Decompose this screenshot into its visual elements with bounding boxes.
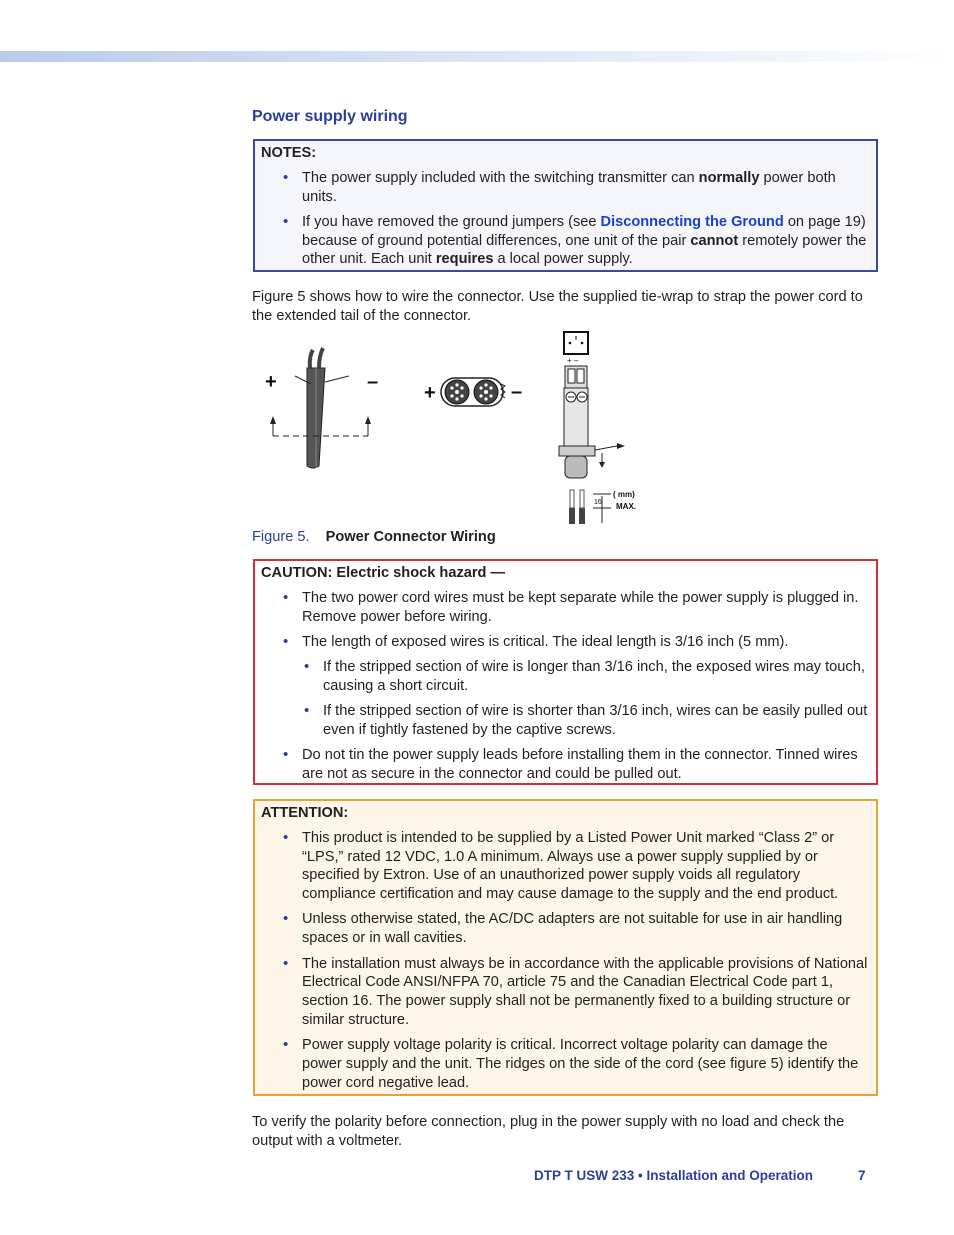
caution-subitem: • If the stripped section of wire is longer than 3/16 inch, the exposed wires may touch, causing a short circuit. (261, 658, 870, 696)
caution-title: CAUTION: Electric shock hazard — (261, 565, 506, 581)
note-text: on page 19) because of ground potential differences, one unit of the pair (302, 213, 866, 249)
connector-polarity-label: + – (567, 356, 579, 365)
footer-doc-title: DTP T USW 233 • Installation and Operation (534, 1168, 814, 1183)
attention-item: • This product is intended to be supplied by a Listed Power Unit marked “Class 2” or “LPS,” rated 12 VDC, 1.0 A minimum. Always use a power supply supplied by or specified by Extron. Use of an unauthorized power supply voids all regulatory compliance certification and may cause damage to the supply and the end product. (261, 829, 870, 904)
attention-item: • Unless otherwise stated, the AC/DC adapters are not suitable for use in air handling spaces or in wall cavities. (261, 910, 870, 948)
notes-list (261, 169, 870, 269)
figure-caption (252, 529, 496, 545)
attention-title: ATTENTION: (261, 805, 349, 821)
plus-sign-left: + (265, 371, 277, 393)
notes-item (261, 169, 870, 207)
captive-screw-connector (559, 332, 636, 524)
note-bold: normally (698, 169, 760, 186)
cord-cross-section (424, 378, 522, 406)
plus-sign-mid: + (424, 382, 436, 404)
dimension-fraction: 16 (594, 499, 602, 506)
attention-item: • The installation must always be in accordance with the applicable provisions of National Electrical Code ANSI/NFPA 70, article 75 and the Canadian Electrical Code part 1, section 16. The power supply shall not be permanently fixed to a building structure or similar structure. (261, 955, 870, 1030)
attention-list (261, 829, 870, 1093)
caution-subitem: • If the stripped section of wire is shorter than 3/16 inch, wires can be easily pulled out even if tightly fastened by the captive screws. (261, 702, 870, 740)
dimension-unit: ( mm) (613, 490, 635, 499)
attention-item: • Power supply voltage polarity is critical. Incorrect voltage polarity can damage the power supply and the unit. The ridges on the side of the cord (see figure 5) identify the power cord negative lead. (261, 1036, 870, 1092)
note-bold: requires (435, 251, 494, 268)
intro-paragraph: Figure 5 shows how to wire the connector. Use the supplied tie-wrap to strap the power cord to the extended tail of the connector. (252, 289, 863, 324)
dimension-max: MAX. (616, 502, 636, 511)
disconnecting-ground-link[interactable]: Disconnecting the Ground (600, 213, 784, 230)
caution-item: • The length of exposed wires is critical. The ideal length is 3/16 inch (5 mm). (261, 633, 870, 652)
note-text: remotely power the other unit. Each unit (302, 232, 867, 268)
caution-item: • The two power cord wires must be kept separate while the power supply is plugged in. Remove power before wiring. (261, 589, 870, 627)
note-text: The power supply included with the switching transmitter can (302, 169, 699, 186)
caution-item: • Do not tin the power supply leads before installing them in the connector. Tinned wires are not as secure in the connector and could be pulled out. (261, 746, 870, 784)
page-number: 7 (858, 1168, 866, 1183)
power-cord-illustration (265, 348, 378, 468)
figure-title: Power Connector Wiring (325, 529, 496, 545)
minus-sign-mid: – (511, 381, 523, 403)
minus-sign-left: – (367, 371, 379, 393)
power-connector-diagram (255, 328, 655, 528)
notes-title: NOTES: (261, 145, 317, 161)
header-band (0, 51, 954, 62)
note-text: If you have removed the ground jumpers (see (302, 213, 601, 230)
note-text: power both units. (302, 169, 836, 205)
section-heading: Power supply wiring (252, 108, 408, 125)
figure-number: Figure 5. (252, 529, 310, 545)
notes-item (261, 213, 870, 269)
closing-paragraph: To verify the polarity before connection, plug in the power supply with no load and check the output with a voltmeter. (252, 1114, 845, 1149)
note-bold: cannot (690, 232, 739, 249)
notes-box (253, 139, 878, 272)
attention-box (253, 799, 878, 1096)
note-text: a local power supply. (493, 251, 633, 268)
caution-list (261, 589, 870, 784)
caution-box (253, 559, 878, 785)
